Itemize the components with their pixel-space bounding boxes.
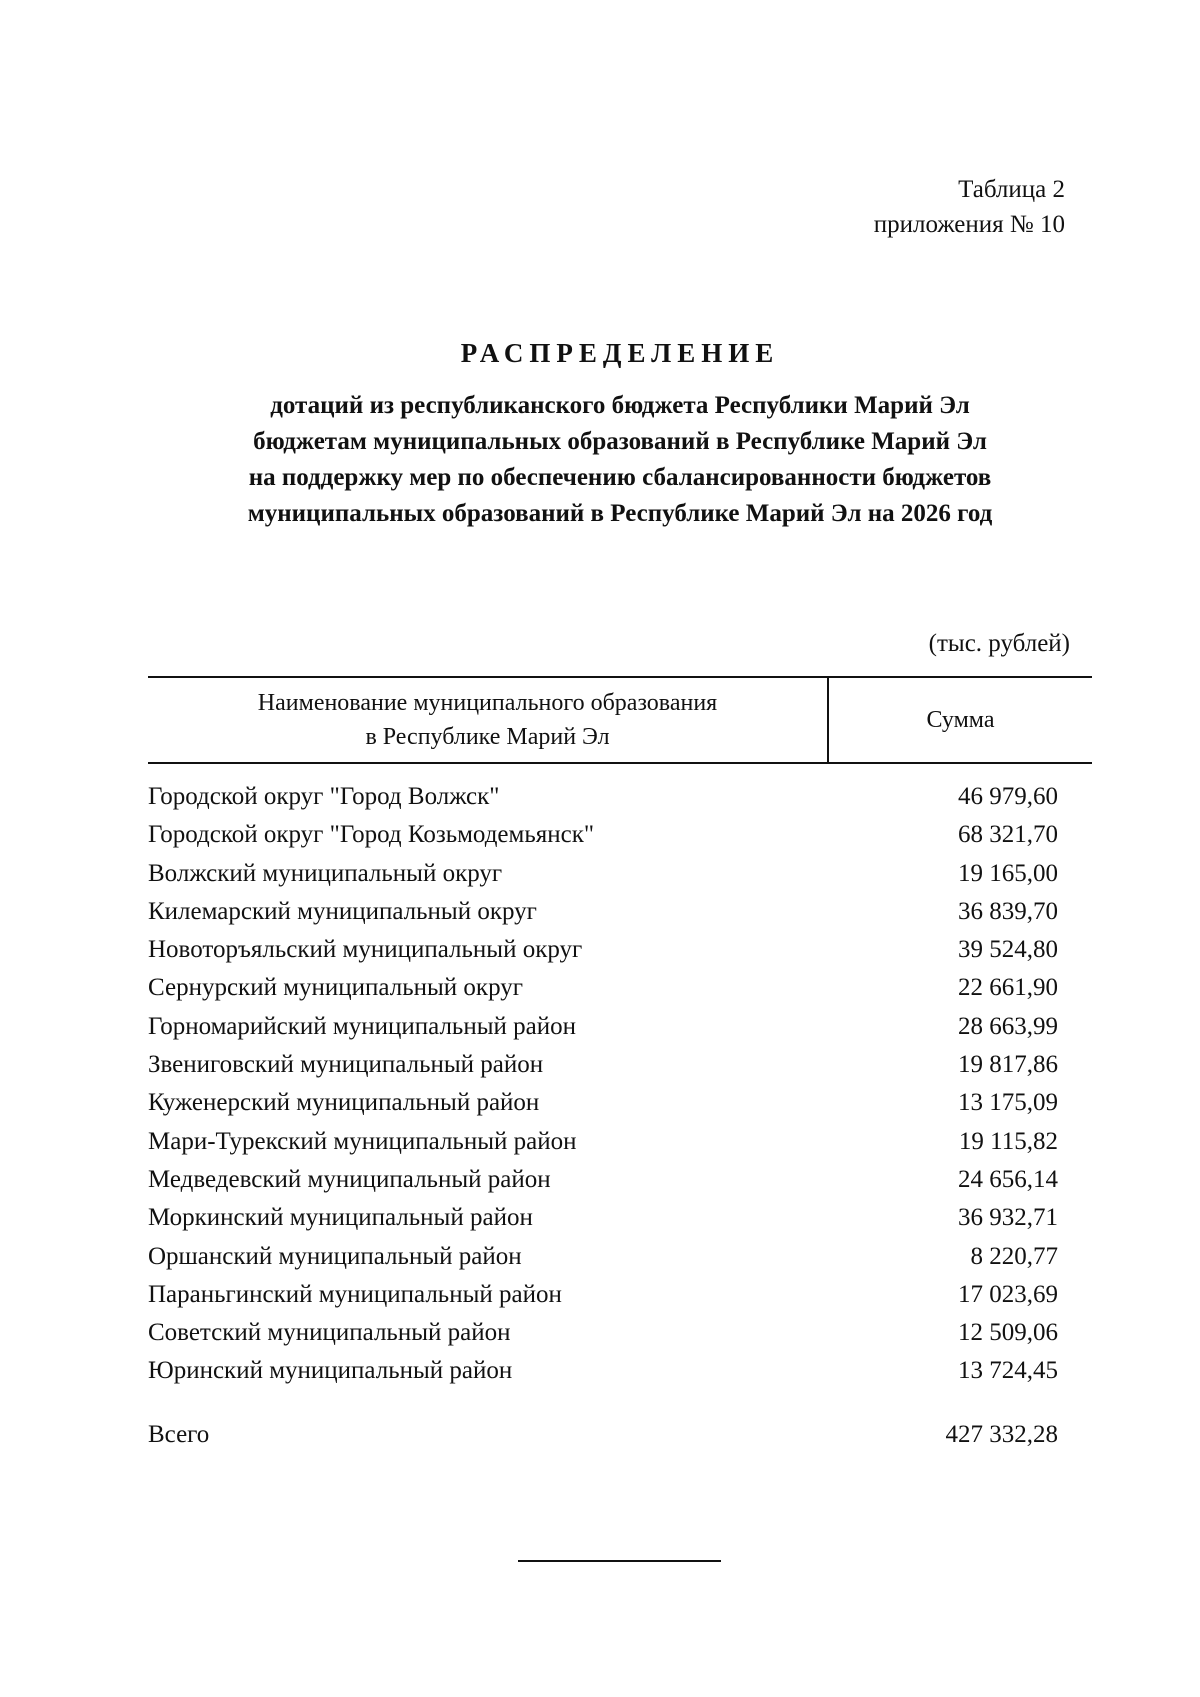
row-name: Оршанский муниципальный район bbox=[148, 1242, 522, 1270]
document-title: РАСПРЕДЕЛЕНИЕ bbox=[460, 338, 780, 368]
row-value: 8 220,77 bbox=[970, 1242, 1058, 1270]
table-row bbox=[148, 816, 1058, 854]
row-name: Горномарийский муниципальный район bbox=[148, 1012, 576, 1040]
row-value: 36 932,71 bbox=[958, 1204, 1058, 1232]
table-row bbox=[148, 1008, 1058, 1046]
table-row bbox=[148, 931, 1058, 969]
table-body bbox=[148, 778, 1058, 1391]
annex-reference bbox=[874, 172, 1065, 242]
total-value: 427 332,28 bbox=[945, 1421, 1058, 1448]
row-name: Новоторъяльский муниципальный округ bbox=[148, 936, 583, 964]
row-value: 13 175,09 bbox=[958, 1089, 1058, 1117]
row-name: Моркинский муниципальный район bbox=[148, 1204, 533, 1232]
subtitle-line: дотаций из республиканского бюджета Республики Марий Эл bbox=[270, 392, 970, 419]
table-row bbox=[148, 855, 1058, 893]
table-row bbox=[148, 1123, 1058, 1161]
end-divider bbox=[518, 1560, 721, 1562]
row-value: 24 656,14 bbox=[958, 1165, 1058, 1193]
column-header-name bbox=[148, 678, 829, 762]
row-value: 36 839,70 bbox=[958, 897, 1058, 925]
row-name: Сернурский муниципальный округ bbox=[148, 974, 523, 1002]
table-row bbox=[148, 1238, 1058, 1276]
table-header bbox=[148, 676, 1092, 764]
table-row bbox=[148, 1276, 1058, 1314]
row-name: Килемарский муниципальный округ bbox=[148, 897, 537, 925]
annex-appendix-number: приложения № 10 bbox=[873, 211, 1065, 238]
row-value: 19 115,82 bbox=[958, 1127, 1058, 1155]
row-name: Мари-Турекский муниципальный район bbox=[148, 1127, 577, 1155]
row-value: 22 661,90 bbox=[958, 974, 1058, 1002]
table-row bbox=[148, 893, 1058, 931]
row-value: 39 524,80 bbox=[958, 936, 1058, 964]
row-value: 17 023,69 bbox=[958, 1280, 1058, 1308]
column-header-name-line: в Республике Марий Эл bbox=[365, 724, 610, 750]
subtitle-line: на поддержку мер по обеспечению сбалансированности бюджетов bbox=[248, 464, 992, 491]
row-name: Городской округ "Город Козьмодемьянск" bbox=[148, 821, 595, 849]
table-row bbox=[148, 1046, 1058, 1084]
table-row bbox=[148, 1314, 1058, 1352]
column-header-sum: Сумма bbox=[926, 706, 995, 733]
row-name: Городской округ "Город Волжск" bbox=[148, 783, 500, 810]
table-row bbox=[148, 778, 1058, 816]
units-label: (тыс. рублей) bbox=[928, 630, 1070, 657]
table-row bbox=[148, 1084, 1058, 1122]
table-row bbox=[148, 1199, 1058, 1237]
row-value: 46 979,60 bbox=[958, 783, 1058, 810]
document-subtitle bbox=[0, 388, 1200, 532]
total-row bbox=[148, 1416, 1058, 1454]
row-name: Медведевский муниципальный район bbox=[148, 1165, 551, 1193]
row-value: 13 724,45 bbox=[958, 1357, 1058, 1385]
row-value: 19 817,86 bbox=[958, 1051, 1058, 1079]
annex-table-number: Таблица 2 bbox=[958, 176, 1065, 203]
row-name: Волжский муниципальный округ bbox=[148, 859, 503, 887]
row-value: 12 509,06 bbox=[958, 1319, 1058, 1347]
subtitle-line: муниципальных образований в Республике Марий Эл на 2026 год bbox=[247, 500, 993, 527]
column-header-name-line: Наименование муниципального образования bbox=[257, 690, 718, 716]
row-name: Звениговский муниципальный район bbox=[148, 1051, 544, 1079]
row-name: Куженерский муниципальный район bbox=[148, 1089, 540, 1117]
row-name: Параньгинский муниципальный район bbox=[148, 1280, 562, 1308]
row-value: 68 321,70 bbox=[958, 821, 1058, 849]
row-name: Советский муниципальный район bbox=[148, 1319, 511, 1347]
total-label: Всего bbox=[148, 1421, 210, 1448]
table-row bbox=[148, 1161, 1058, 1199]
subtitle-line: бюджетам муниципальных образований в Республике Марий Эл bbox=[253, 428, 987, 455]
row-value: 19 165,00 bbox=[958, 859, 1058, 887]
row-value: 28 663,99 bbox=[958, 1012, 1058, 1040]
table-row bbox=[148, 969, 1058, 1007]
row-name: Юринский муниципальный район bbox=[148, 1357, 513, 1385]
table-row bbox=[148, 1352, 1058, 1390]
